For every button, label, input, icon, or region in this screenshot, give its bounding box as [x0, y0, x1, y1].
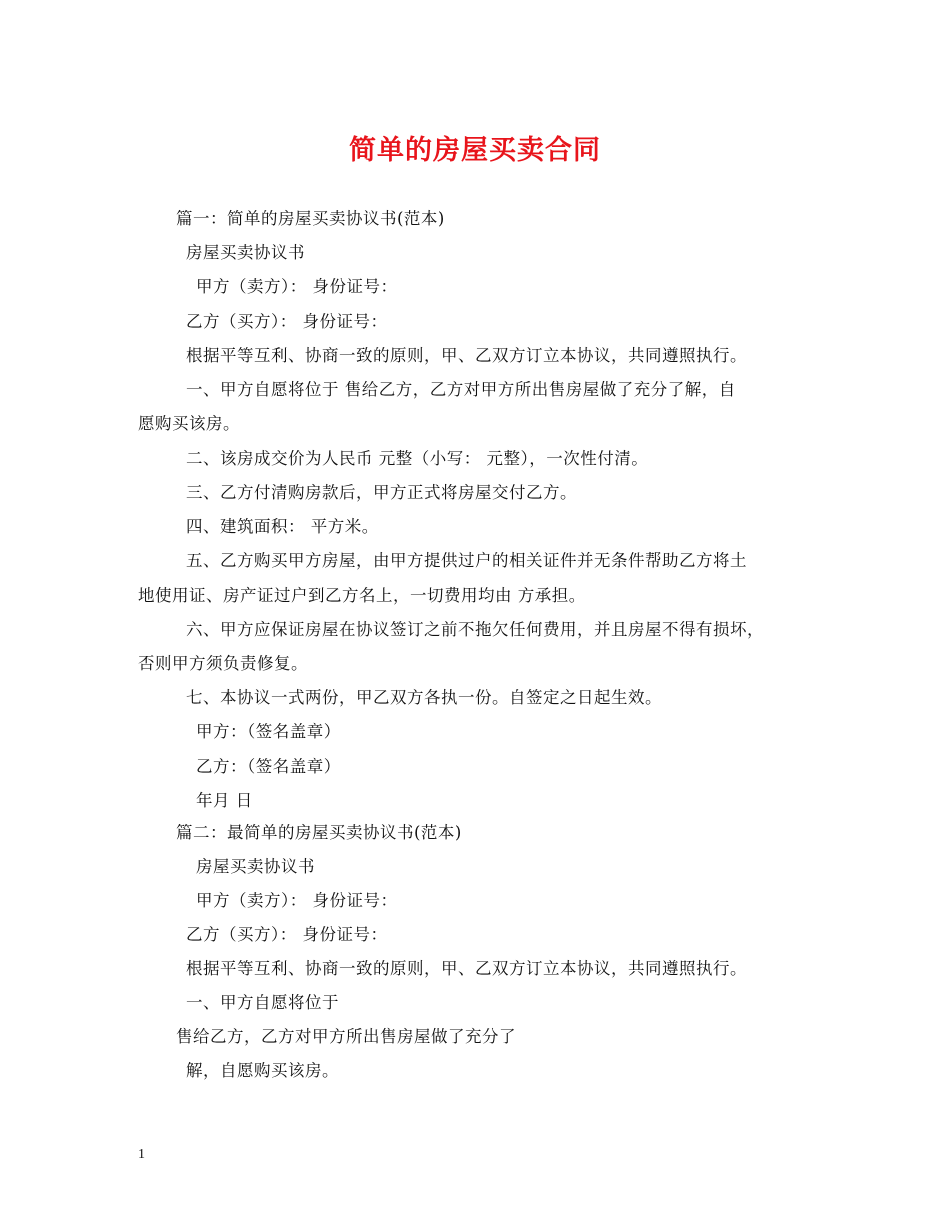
party-b-line-2: 乙方（买方）： 身份证号： — [186, 925, 388, 944]
clause-4: 四、建筑面积： 平方米。 — [186, 517, 379, 536]
clause-1b-line-2: 售给乙方，乙方对甲方所出售房屋做了充分了 — [176, 1027, 516, 1046]
party-a-line: 甲方（卖方）： 身份证号： — [196, 277, 398, 296]
clause-6-line-2: 否则甲方须负责修复。 — [138, 654, 308, 673]
section-two-heading: 篇二：最简单的房屋买卖协议书(范本) — [176, 823, 462, 842]
clause-5-line-2: 地使用证、房产证过户到乙方名上，一切费用均由 方承担。 — [138, 586, 586, 605]
principle-paragraph: 根据平等互利、协商一致的原则，甲、乙双方订立本协议，共同遵照执行。 — [186, 346, 747, 365]
clause-3: 三、乙方付清购房款后，甲方正式将房屋交付乙方。 — [186, 483, 577, 502]
section-one-heading: 篇一：简单的房屋买卖协议书(范本) — [176, 209, 445, 228]
party-b-line: 乙方（买方）： 身份证号： — [186, 312, 388, 331]
page-number: 1 — [138, 1147, 145, 1162]
clause-6-line-1: 六、甲方应保证房屋在协议签订之前不拖欠任何费用，并且房屋不得有损坏， — [186, 620, 764, 639]
principle-paragraph-2: 根据平等互利、协商一致的原则，甲、乙双方订立本协议，共同遵照执行。 — [186, 959, 747, 978]
agreement-title: 房屋买卖协议书 — [186, 243, 305, 262]
clause-5-line-1: 五、乙方购买甲方房屋，由甲方提供过户的相关证件并无条件帮助乙方将土 — [186, 551, 747, 570]
party-b-signature: 乙方：（签名盖章） — [196, 757, 341, 776]
document-title: 简单的房屋买卖合同 — [349, 135, 601, 166]
clause-7: 七、本协议一式两份，甲乙双方各执一份。自签定之日起生效。 — [186, 688, 662, 707]
clause-2: 二、该房成交价为人民币 元整（小写： 元整），一次性付清。 — [186, 449, 649, 468]
clause-1-line-2: 愿购买该房。 — [138, 414, 240, 433]
clause-1b-line-3: 解，自愿购买该房。 — [186, 1061, 339, 1080]
party-a-line-2: 甲方（卖方）： 身份证号： — [196, 891, 398, 910]
clause-1b-line-1: 一、甲方自愿将位于 — [186, 993, 339, 1012]
date-line: 年月 日 — [196, 791, 253, 810]
party-a-signature: 甲方：（签名盖章） — [196, 722, 341, 741]
agreement-title-2: 房屋买卖协议书 — [196, 857, 315, 876]
clause-1-line-1: 一、甲方自愿将位于 售给乙方，乙方对甲方所出售房屋做了充分了解，自 — [186, 380, 736, 399]
